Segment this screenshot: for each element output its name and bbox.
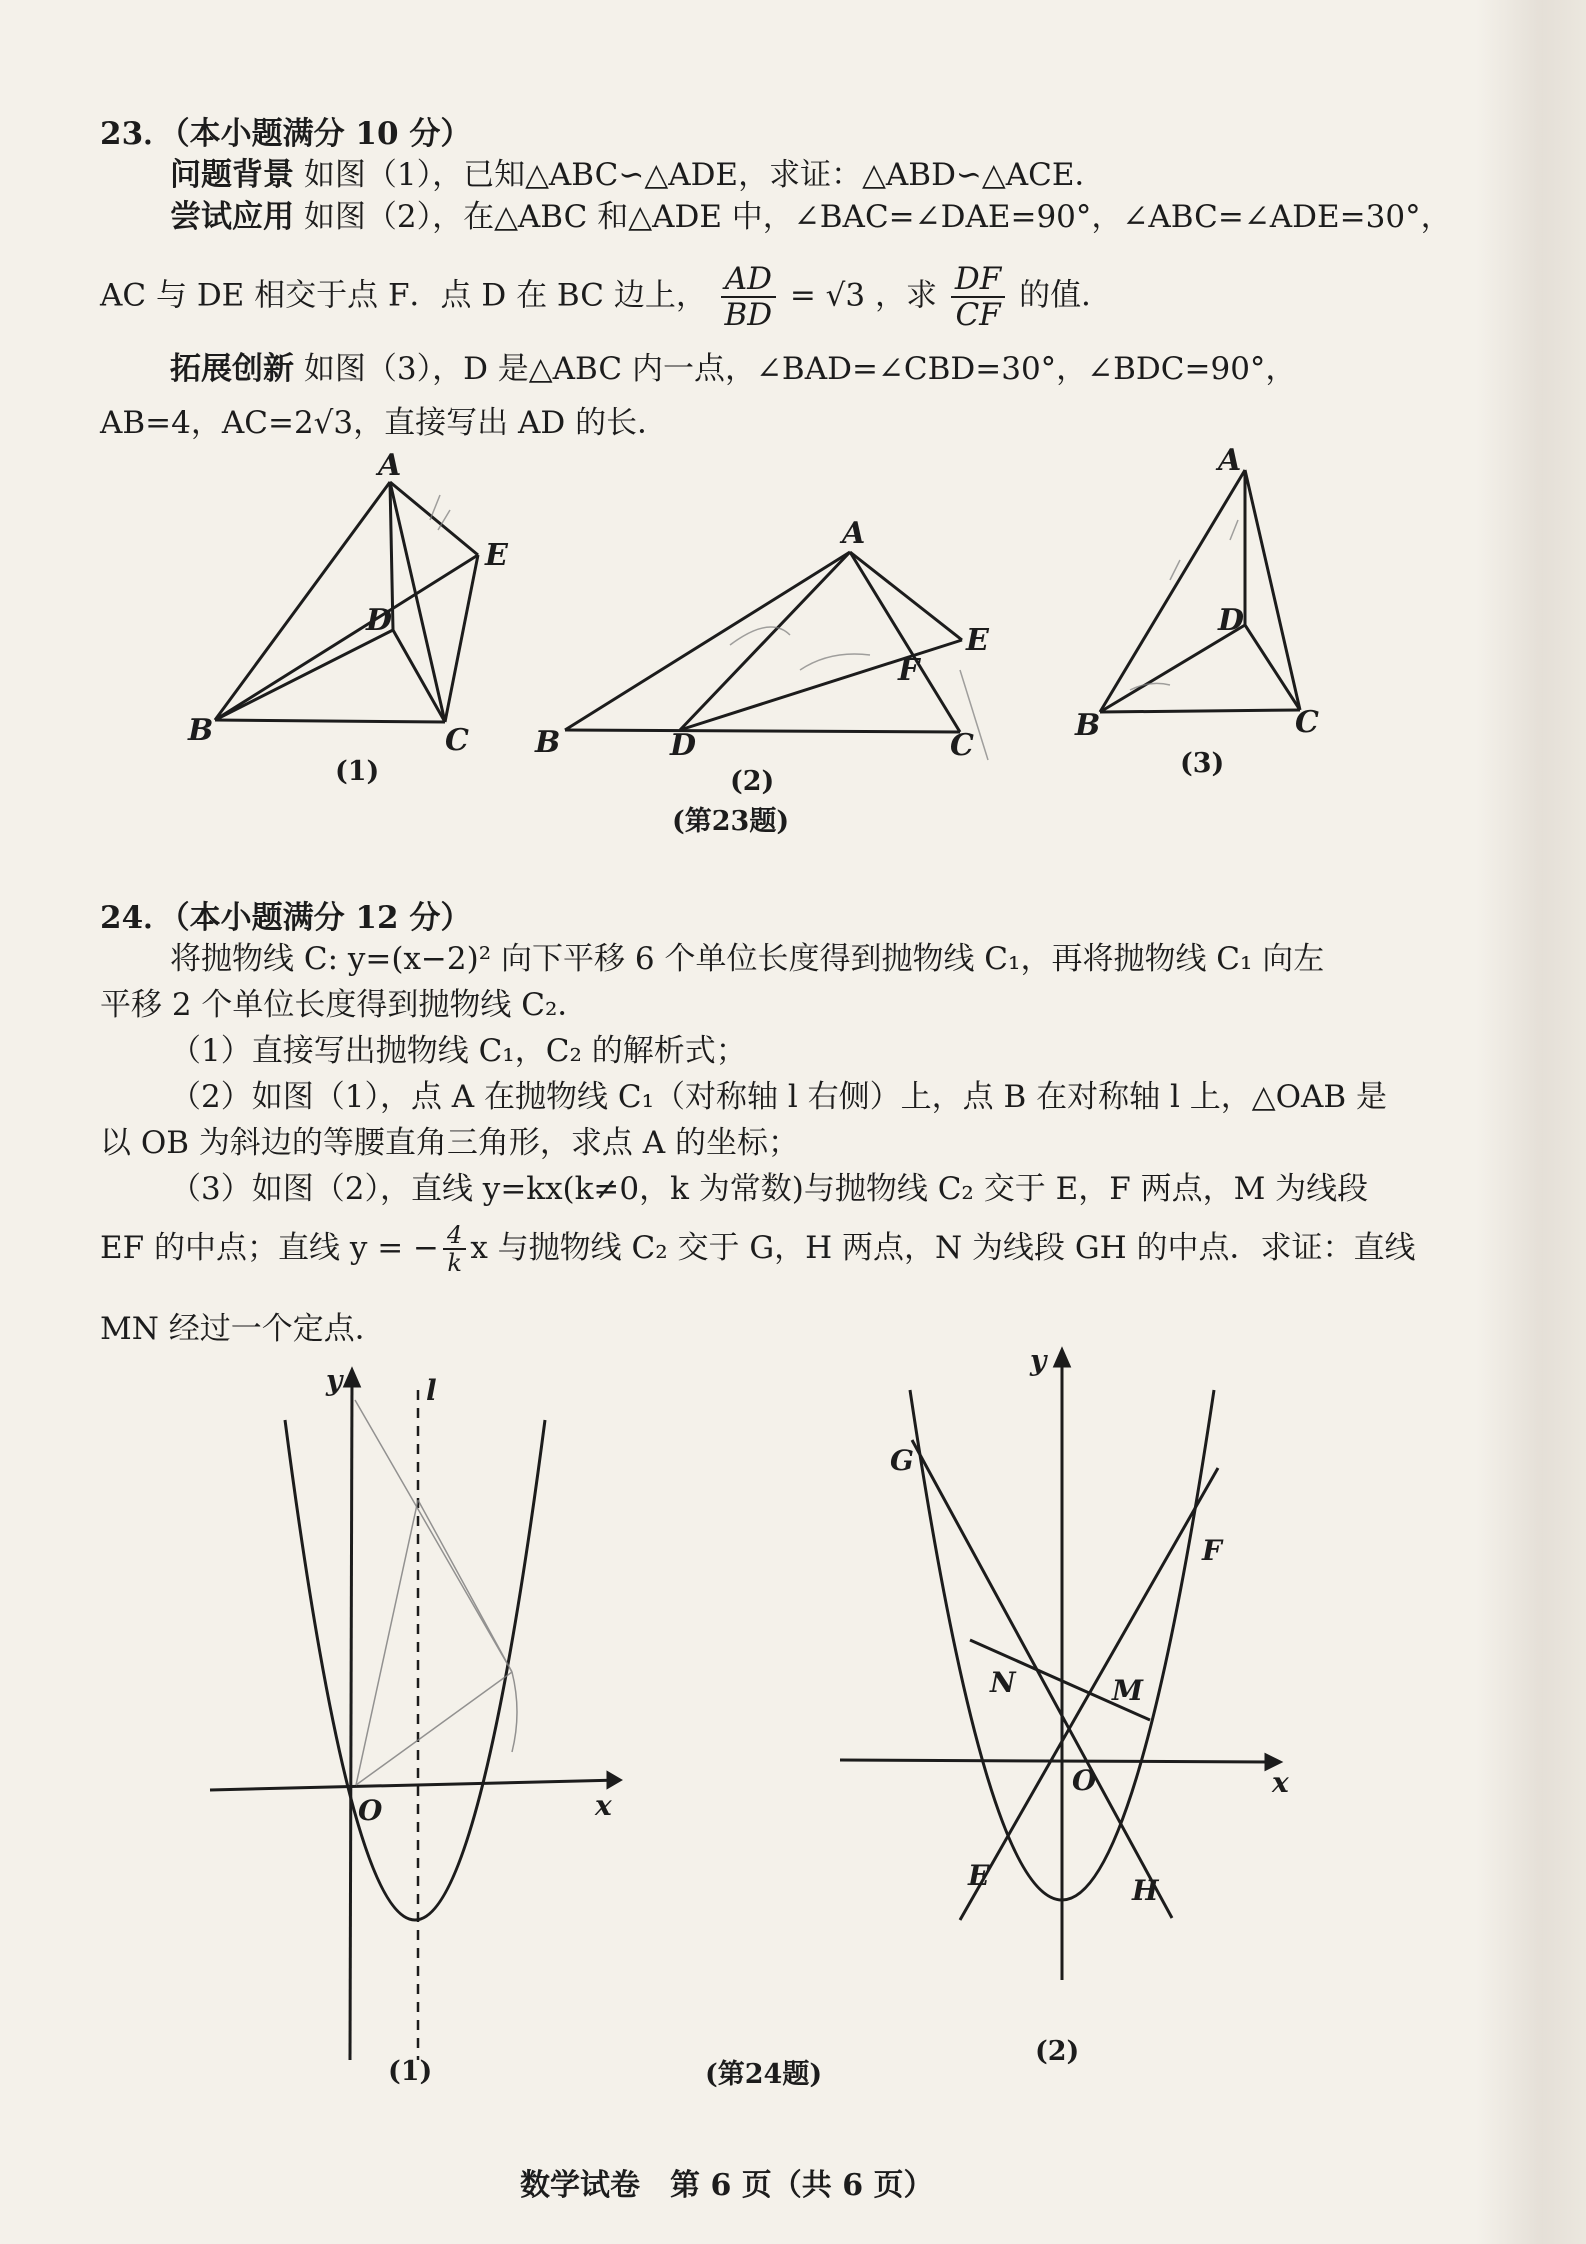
q24-fig2-caption: (2) <box>1035 2036 1080 2067</box>
q24-fig1-caption: (1) <box>388 2056 433 2087</box>
fig2-label-d: D <box>670 728 697 763</box>
fig2-label-e: E <box>968 1859 990 1892</box>
fig3-label-c: C <box>1295 705 1319 740</box>
q23-background: 问题背景 如图（1），已知△ABC∽△ADE，求证：△ABD∽△ACE． <box>170 157 1106 193</box>
fig2-label-h: H <box>1132 1874 1159 1907</box>
q24-s2b: 以 OB 为斜边的等腰直角三角形，求点 A 的坐标； <box>100 1125 799 1161</box>
q24-s3a: （3）如图（2），直线 y=kx(k≠0，k 为常数)与抛物线 C₂ 交于 E，F 两点，M 为线段 <box>170 1171 1369 1207</box>
fig1-label-d: D <box>366 603 393 638</box>
fraction-4-k: $\frac{4}{k}$ <box>443 1222 466 1277</box>
q23-fig2-lines <box>565 552 962 732</box>
fig2-label-f: F <box>1202 1534 1222 1567</box>
q24-s3b: EF 的中点；直线 y = − $\frac{4}{k}$ x 与抛物线 C₂ 交于 G，H 两点，N 为线段 GH 的中点．求证：直线 <box>100 1221 1416 1278</box>
q23-fig1-lines <box>215 482 478 722</box>
fig3-caption: (3) <box>1180 748 1225 779</box>
fig1-axis-l: l <box>426 1374 437 1407</box>
fig3-label-a: A <box>1218 443 1242 478</box>
q24-s2a: （2）如图（1），点 A 在抛物线 C₁（对称轴 l 右侧）上，点 B 在对称轴 l 上，△OAB 是 <box>170 1079 1388 1115</box>
fraction-ad-bd: $\frac{AD}{BD}$ <box>721 262 776 332</box>
q23-figure-caption: (第23题) <box>672 806 790 837</box>
q23-fig3-lines <box>1100 470 1300 712</box>
q23-attempt-line1: 尝试应用 如图（2），在△ABC 和△ADE 中，∠BAC=∠DAE=90°，∠ABC=∠ADE=30°， <box>170 199 1452 235</box>
fig2-label-e: E <box>966 623 989 658</box>
fig1-label-c: C <box>445 723 469 758</box>
q24-fig2 <box>820 1340 1320 2080</box>
fig2-label-a: A <box>842 516 866 551</box>
fig2-caption: (2) <box>730 766 775 797</box>
q24-s3c: MN 经过一个定点． <box>100 1311 386 1347</box>
q24-figure-caption: (第24题) <box>705 2059 823 2090</box>
fig3-label-b: B <box>1075 708 1101 743</box>
q23-figures <box>0 440 1480 860</box>
fig2-axis-x: x <box>1272 1766 1289 1799</box>
fig2-label-n: N <box>990 1666 1016 1699</box>
fig1-label-b: B <box>188 713 214 748</box>
fraction-df-cf: $\frac{DF}{CF}$ <box>951 262 1005 332</box>
pencil-marks <box>430 495 1238 760</box>
q23-header: 23．（本小题满分 10 分） <box>100 116 472 152</box>
q23-attempt-line2: AC 与 DE 相交于点 F．点 D 在 BC 边上， $\frac{AD}{BD}$ = √3 ，求 $\frac{DF}{CF}$ 的值． <box>100 261 1113 334</box>
fig1-axis-x: x <box>595 1789 612 1822</box>
fig1-caption: (1) <box>335 756 380 787</box>
fig2-label-g: G <box>890 1444 914 1477</box>
q24-p1: 将抛物线 C: y=(x−2)² 向下平移 6 个单位长度得到抛物线 C₁，再将抛物线 C₁ 向左 <box>170 941 1325 977</box>
q24-p2: 平移 2 个单位长度得到抛物线 C₂． <box>100 987 589 1023</box>
fig1-axis-y: y <box>326 1364 343 1397</box>
fig3-label-d: D <box>1218 603 1245 638</box>
fig2-label-f: F <box>898 653 920 688</box>
page-edge-shadow <box>1476 0 1586 2244</box>
fig1-origin: O <box>358 1794 383 1827</box>
fig1-label-a: A <box>378 448 402 483</box>
q24-fig1 <box>190 1360 650 2120</box>
q24-header: 24．（本小题满分 12 分） <box>100 900 472 936</box>
fig2-origin: O <box>1072 1764 1097 1797</box>
fig2-label-c: C <box>950 728 974 763</box>
q24-fig1-pencil <box>355 1400 517 1785</box>
fig2-label-m: M <box>1112 1674 1143 1707</box>
fig2-label-b: B <box>535 725 561 760</box>
fig2-axis-y: y <box>1030 1344 1047 1377</box>
q24-s1: （1）直接写出抛物线 C₁，C₂ 的解析式； <box>170 1033 747 1069</box>
page-footer: 数学试卷 第 6 页（共 6 页） <box>520 2168 934 2203</box>
fig1-label-e: E <box>485 538 508 573</box>
q23-extend-line1: 拓展创新 如图（3），D 是△ABC 内一点，∠BAD=∠CBD=30°，∠BDC=90°， <box>170 351 1297 387</box>
q23-extend-line2: AB=4，AC=2√3，直接写出 AD 的长． <box>100 405 669 441</box>
